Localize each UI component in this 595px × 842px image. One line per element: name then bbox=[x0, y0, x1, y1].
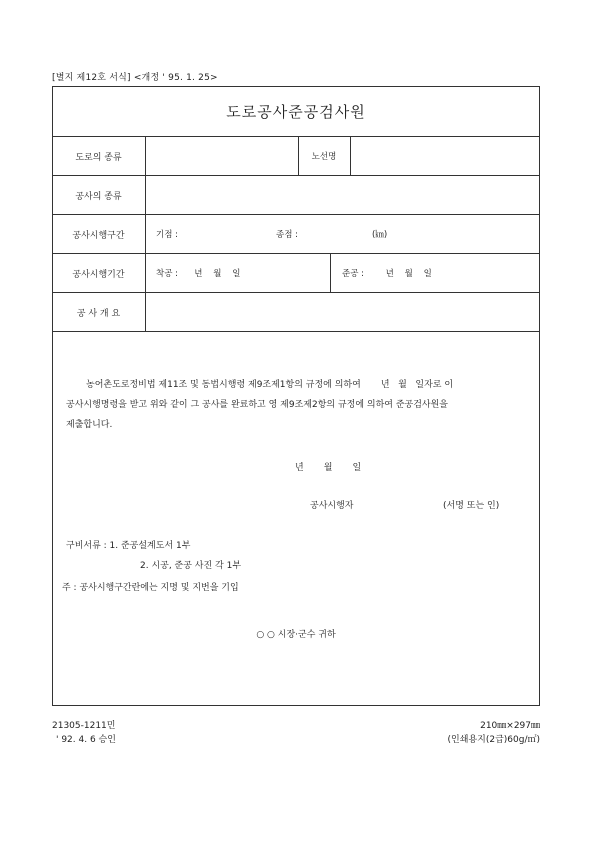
attachments-line: 2. 시공, 준공 사진 각 1부 bbox=[140, 561, 242, 571]
attachments-line: 구비서류 : 1. 준공설계도서 1부 bbox=[66, 541, 191, 551]
work-type-field[interactable] bbox=[146, 176, 539, 214]
summary-label: 공 사 개 요 bbox=[52, 293, 146, 331]
road-type-field[interactable] bbox=[146, 137, 296, 175]
signature-label: (서명 또는 인) bbox=[443, 501, 500, 511]
row-period bbox=[52, 254, 540, 293]
section-label: 공사시행구간 bbox=[52, 215, 146, 253]
row-summary bbox=[52, 293, 540, 332]
route-name-label: 노선명 bbox=[311, 152, 337, 162]
form-number-note: [별지 제12호 서식] <개정 ' 95. 1. 25> bbox=[52, 73, 218, 83]
route-name-field[interactable] bbox=[351, 137, 539, 175]
period-label: 공사시행기간 bbox=[52, 254, 146, 292]
row-work-type bbox=[52, 176, 540, 215]
section-unit: (㎞) bbox=[372, 230, 388, 240]
footer-paper-size: 210㎜×297㎜ bbox=[480, 721, 540, 731]
note-line: 주 : 공사시행구간란에는 지명 및 지번을 기입 bbox=[62, 583, 239, 593]
date-line: 년 월 일 bbox=[295, 463, 362, 473]
form-title: 도로공사준공검사원 bbox=[52, 86, 540, 137]
footer-approval: ' 92. 4. 6 승인 bbox=[56, 735, 116, 745]
period-begin: 착공 : 년 월 일 bbox=[156, 269, 241, 279]
statement-line: 공사시행명령을 받고 위와 같이 그 공사를 완료하고 영 제9조제2항의 규정에 의하여 준공검사원을 bbox=[66, 400, 448, 410]
period-complete: 준공 : 년 월 일 bbox=[342, 269, 432, 279]
section-end-label: 종점 : bbox=[276, 230, 298, 240]
summary-field[interactable] bbox=[146, 293, 539, 331]
divider bbox=[330, 254, 331, 292]
statement-line: 제출합니다. bbox=[66, 420, 113, 430]
row-road-type bbox=[52, 137, 540, 176]
work-type-label: 공사의 종류 bbox=[52, 176, 146, 214]
footer-paper-spec: (인쇄용지(2급)60g/㎡) bbox=[447, 735, 540, 745]
footer-form-code: 21305-1211민 bbox=[52, 721, 116, 731]
addressee: ○ ○ 시장·군수 귀하 bbox=[256, 630, 336, 640]
section-start-label: 기점 : bbox=[156, 230, 178, 240]
road-type-label: 도로의 종류 bbox=[52, 137, 146, 175]
row-section bbox=[52, 215, 540, 254]
applicant-label: 공사시행자 bbox=[310, 501, 354, 511]
statement bbox=[66, 375, 532, 435]
statement-line: 농어촌도로정비법 제11조 및 동법시행령 제9조제1항의 규정에 의하여 년 월 일자로 이 bbox=[86, 380, 454, 390]
